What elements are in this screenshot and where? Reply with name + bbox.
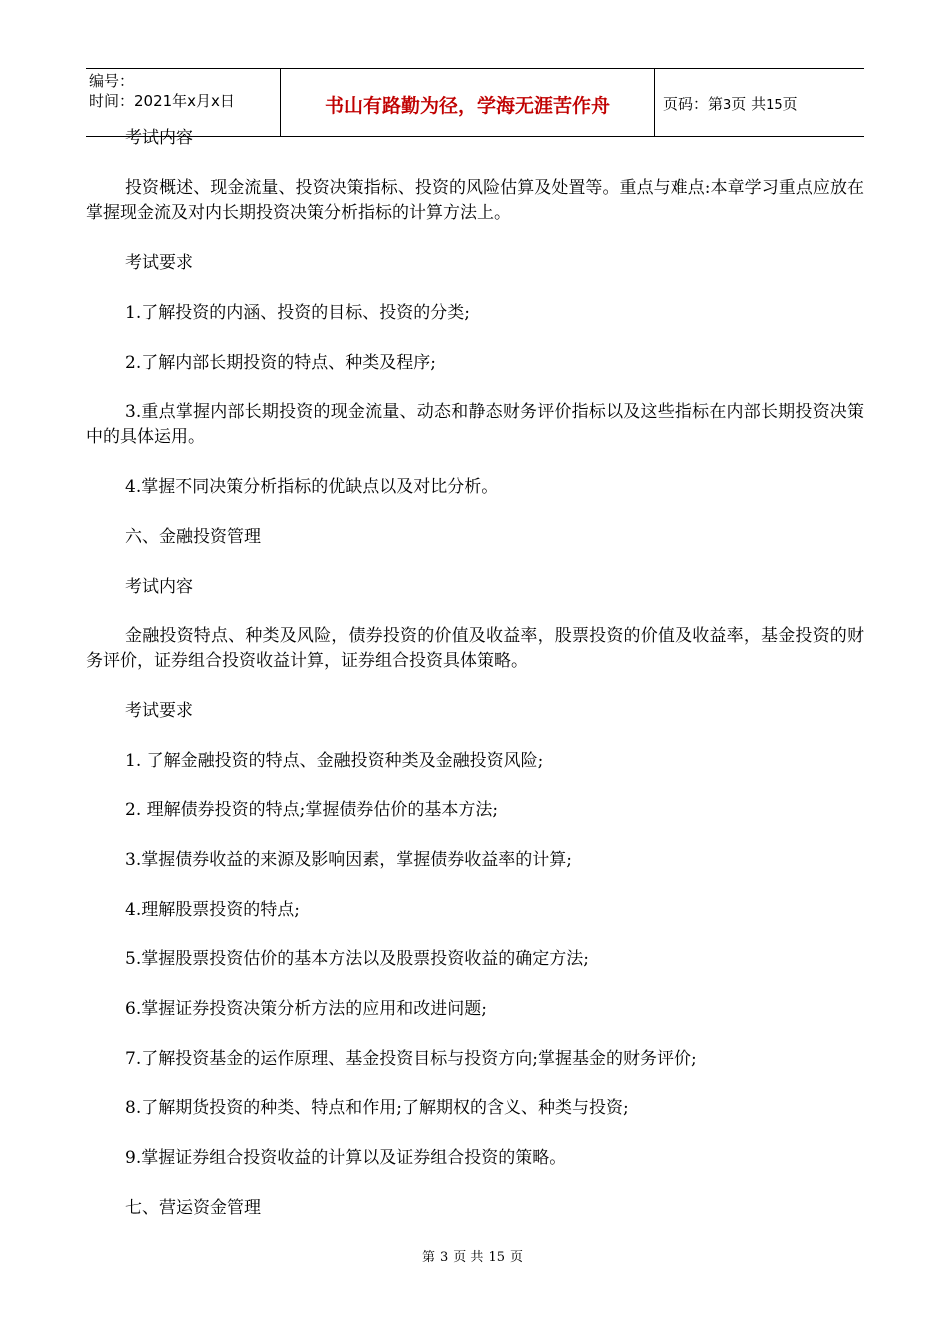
paragraph: 2.了解内部长期投资的特点、种类及程序;: [125, 353, 436, 373]
paragraph: 5.掌握股票投资估价的基本方法以及股票投资收益的确定方法;: [125, 949, 589, 969]
paragraph: 考试要求: [125, 253, 193, 273]
footer-page-end: 页: [509, 1250, 523, 1265]
paragraph: 考试内容: [125, 577, 193, 597]
paragraph: 1. 了解金融投资的特点、金融投资种类及金融投资风险;: [125, 751, 544, 771]
paragraph: 1.了解投资的内涵、投资的目标、投资的分类;: [125, 303, 470, 323]
paragraph: 4.掌握不同决策分析指标的优缺点以及对比分析。: [125, 477, 499, 497]
header-page-total: 15: [766, 98, 783, 113]
header-page-indicator: [663, 93, 798, 114]
header-page-label: 页码：第: [663, 95, 724, 113]
header-page-number: 3: [723, 98, 732, 113]
footer-page-pre: 第: [422, 1250, 436, 1265]
page-footer: [0, 1246, 950, 1265]
header-page-end: 页: [782, 95, 798, 113]
paragraph: 金融投资特点、种类及风险，债券投资的价值及收益率，股票投资的价值及收益率，基金投资的财务评价，证券组合投资收益计算，证券组合投资具体策略。: [86, 626, 864, 671]
paragraph: 3.掌握债券收益的来源及影响因素，掌握债券收益率的计算;: [125, 850, 572, 870]
paragraph: 2. 理解债券投资的特点;掌握债券估价的基本方法;: [125, 800, 499, 820]
document-date-label: 时间：2021年x月x日: [89, 92, 235, 110]
paragraph: 考试要求: [125, 701, 193, 721]
paragraph: 9.掌握证券组合投资收益的计算以及证券组合投资的策略。: [125, 1148, 567, 1168]
paragraph: 8.了解期货投资的种类、特点和作用;了解期权的含义、种类与投资;: [125, 1098, 629, 1118]
document-number-label: 编号：: [89, 72, 135, 90]
paragraph: 投资概述、现金流量、投资决策指标、投资的风险估算及处置等。重点与难点:本章学习重点应放在掌握现金流及对内长期投资决策分析指标的计算方法上。: [86, 178, 864, 223]
footer-page-number: 3: [440, 1250, 449, 1265]
paragraph: 6.掌握证券投资决策分析方法的应用和改进问题;: [125, 999, 487, 1019]
footer-page-total: 15: [488, 1250, 505, 1265]
paragraph: 4.理解股票投资的特点;: [125, 900, 300, 920]
section-heading: 六、金融投资管理: [125, 527, 261, 547]
paragraph: 7.了解投资基金的运作原理、基金投资目标与投资方向;掌握基金的财务评价;: [125, 1049, 697, 1069]
paragraph: 3.重点掌握内部长期投资的现金流量、动态和静态财务评价指标以及这些指标在内部长期投资决策中的具体运用。: [86, 402, 864, 447]
footer-page-mid: 页 共: [453, 1250, 484, 1265]
paragraph: 考试内容: [125, 128, 193, 148]
header-page-mid: 页 共: [731, 95, 767, 113]
section-heading: 七、营运资金管理: [125, 1198, 261, 1218]
header-motto: 书山有路勤为径，学海无涯苦作舟: [324, 95, 610, 117]
